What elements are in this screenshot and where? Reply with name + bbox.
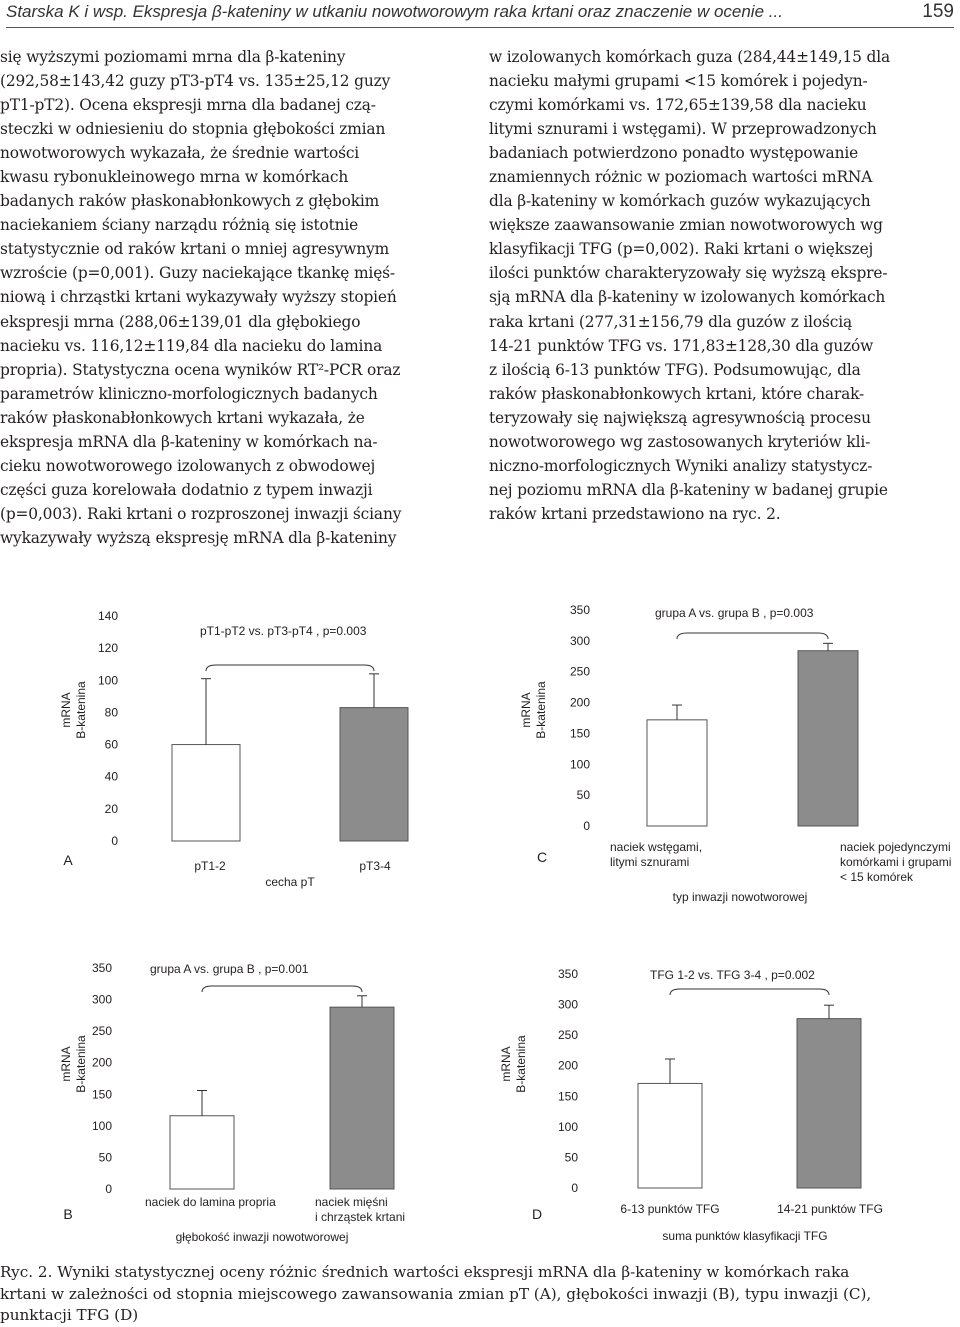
text-line: ilości punktów charakteryzowały się wyższą ekspre- <box>489 264 888 283</box>
text-line: znamiennych różnic w poziomach wartości mRNA <box>489 168 873 187</box>
significance-bracket <box>206 665 374 671</box>
text-line: (292,58±143,42 guzy pT3-pT4 vs. 135±25,12 guzy <box>0 72 391 91</box>
text-line: wzroście (p=0,001). Guzy naciekające tkankę mięś- <box>0 264 395 283</box>
text-line: parametrów kliniczno-morfologicznych badanych <box>0 384 378 403</box>
chart-d-svg <box>500 944 950 1254</box>
text-line: klasyfikacji TFG (p=0,002). Raki krtani o większej <box>489 240 874 259</box>
y-tick-label: 300 <box>557 997 578 1012</box>
y-axis-label <box>499 1035 528 1093</box>
y-axis-label-line: B-katenina <box>74 681 88 739</box>
y-tick-label: 140 <box>97 609 118 623</box>
x-axis-title: suma punktów klasyfikacji TFG <box>662 1229 828 1243</box>
y-axis-label-line: B-katenina <box>74 1035 88 1093</box>
y-axis-label <box>519 681 548 739</box>
text-line: propria). Statystyczna ocena wyników RT²-PCR oraz <box>0 360 401 379</box>
y-axis-label-line: mRNA <box>519 692 533 728</box>
y-tick-label: 100 <box>91 1118 112 1133</box>
x-axis-title: typ inwazji nowotworowej <box>672 890 808 904</box>
significance-annotation: grupa A vs. grupa B , p=0.003 <box>655 606 814 620</box>
bar <box>172 745 240 841</box>
y-axis-label-line: mRNA <box>59 692 73 728</box>
x-axis-title: cecha pT <box>265 875 315 889</box>
significance-annotation: TFG 1-2 vs. TFG 3-4 , p=0.002 <box>650 968 815 982</box>
left-text-column <box>0 45 468 550</box>
text-line: teryzowały się największą agresywnością procesu <box>489 408 871 427</box>
panel-label: B <box>63 1206 73 1222</box>
y-tick-label: 0 <box>111 834 118 848</box>
category-label: 14-21 punktów TFG <box>777 1202 883 1216</box>
y-tick-label: 20 <box>104 801 118 816</box>
category-label: komórkami i grupami <box>840 855 952 869</box>
text-line: sją mRNA dla β-kateniny w izolowanych komórkach <box>489 288 886 307</box>
text-line: steczki w odniesieniu do stopnia głębokości zmian <box>0 120 386 139</box>
caption-line: punktacji TFG (D) <box>0 1306 139 1324</box>
page-number: 159 <box>922 1 954 22</box>
text-line: statystycznie od raków krtani o mniej agresywnym <box>0 240 390 259</box>
caption-line: krtani w zależności od stopnia miejscowego zawansowania zmian pT (A), głębokości inwazji (B), typu inwazji (C), <box>0 1284 872 1303</box>
y-tick-label: 150 <box>569 726 590 741</box>
text-line: raków płaskonabłonkowych krtani wykazała, że <box>0 408 365 427</box>
text-line: badanych raków płaskonabłonkowych z głębokim <box>0 192 380 211</box>
y-tick-label: 50 <box>98 1150 112 1165</box>
y-tick-label: 100 <box>557 1119 578 1134</box>
y-tick-label: 200 <box>91 1055 112 1070</box>
text-line: czymi komórkami vs. 172,65±139,58 dla nacieku <box>489 96 867 115</box>
chart-panel-b <box>30 944 470 1254</box>
bar <box>798 651 858 826</box>
caption-line: Ryc. 2. Wyniki statystycznej oceny różnic średnich wartości ekspresji mRNA dla β-kateniny w komórkach raka <box>0 1263 850 1281</box>
text-line: raków płaskonabłonkowych krtani, które charak- <box>489 384 865 403</box>
y-tick-label: 100 <box>97 673 118 688</box>
y-tick-label: 100 <box>569 757 590 772</box>
y-tick-label: 0 <box>571 1181 578 1195</box>
text-line: pT1-pT2). Ocena ekspresji mrna dla badanej czą- <box>0 96 376 115</box>
y-tick-label: 150 <box>91 1087 112 1102</box>
chart-panel-a <box>30 590 470 900</box>
text-line: ekspresji mrna (288,06±139,01 dla głębokiego <box>0 312 361 331</box>
category-label: 6-13 punktów TFG <box>620 1202 720 1216</box>
y-axis-label-line: mRNA <box>59 1046 73 1082</box>
significance-annotation: grupa A vs. grupa B , p=0.001 <box>150 962 309 976</box>
text-line: wykazywały wyższą ekspresję mRNA dla β-kateniny <box>0 528 397 547</box>
text-line: nowotworowych wykazała, że średnie wartości <box>0 144 360 163</box>
chart-b-svg <box>30 944 470 1254</box>
y-axis-label <box>59 681 88 739</box>
running-title: Starska K i wsp. Ekspresja β-kateniny w utkaniu nowotworowym raka krtani oraz znaczenie w ocenie ... <box>6 2 783 21</box>
text-line: badaniach potwierdzono ponadto występowanie <box>489 144 859 163</box>
y-tick-label: 0 <box>583 819 590 833</box>
chart-panel-d <box>500 944 950 1254</box>
x-axis-title: głębokość inwazji nowotworowej <box>175 1230 349 1244</box>
y-axis-label-line: B-katenina <box>534 681 548 739</box>
y-tick-label: 250 <box>91 1024 112 1039</box>
y-axis-label-line: mRNA <box>499 1046 513 1082</box>
text-line: niczno-morfologicznych Wyniki analizy statystycz- <box>489 456 873 475</box>
significance-bracket <box>670 989 829 995</box>
y-tick-label: 250 <box>557 1028 578 1043</box>
y-tick-label: 120 <box>97 641 118 656</box>
text-line: litymi sznurami i wstęgami). W przeprowadzonych <box>489 120 877 139</box>
significance-bracket <box>677 633 828 639</box>
figure-caption <box>0 1262 958 1327</box>
category-label: i chrząstek krtani <box>315 1210 406 1224</box>
y-tick-label: 300 <box>91 992 112 1007</box>
category-label: naciek wstęgami, <box>610 840 703 854</box>
category-label: naciek do lamina propria <box>145 1195 276 1209</box>
panel-label: D <box>531 1206 543 1222</box>
y-tick-label: 40 <box>104 769 118 784</box>
text-line: naciekaniem ściany narządu różnią się istotnie <box>0 216 359 235</box>
y-tick-label: 80 <box>104 705 118 720</box>
text-line: z ilością 6-13 punktów TFG). Podsumowując, dla <box>489 360 861 379</box>
y-tick-label: 60 <box>104 737 118 752</box>
y-tick-label: 350 <box>557 967 578 981</box>
text-line: cieku nowotworowego izolowanych z obwodowej <box>0 456 376 475</box>
y-tick-label: 200 <box>557 1058 578 1073</box>
panel-label: A <box>63 852 73 868</box>
category-label: pT1-2 <box>194 859 226 873</box>
text-line: raka krtani (277,31±156,79 dla guzów z ilością <box>489 312 853 331</box>
text-line: raków krtani przedstawiono na ryc. 2. <box>489 504 781 523</box>
text-line: nacieku vs. 116,12±119,84 dla nacieku do lamina <box>0 336 383 355</box>
text-line: większe zaawansowanie zmian nowotworowych wg <box>489 216 883 235</box>
right-text-column <box>489 45 959 526</box>
y-tick-label: 150 <box>557 1089 578 1104</box>
text-line: dla β-kateniny w komórkach guzów wykazujących <box>489 192 871 211</box>
text-line: niową i chrząstki krtani wykazywały wyższy stopień <box>0 288 397 307</box>
y-tick-label: 300 <box>569 633 590 648</box>
significance-annotation: pT1-pT2 vs. pT3-pT4 , p=0.003 <box>200 624 367 638</box>
y-axis-label <box>59 1035 88 1093</box>
y-axis-label-line: B-katenina <box>514 1035 528 1093</box>
running-header <box>6 1 954 28</box>
panel-label: C <box>536 849 548 865</box>
chart-c-svg <box>510 590 952 904</box>
chart-panel-c <box>510 590 952 904</box>
text-line: (p=0,003). Raki krtani o rozproszonej inwazji ściany <box>0 504 402 523</box>
bar <box>638 1083 702 1188</box>
text-line: 14-21 punktów TFG vs. 171,83±128,30 dla guzów <box>489 336 874 355</box>
category-label: litymi sznurami <box>610 855 690 869</box>
y-tick-label: 50 <box>576 788 590 803</box>
text-line: ekspresja mRNA dla β-kateniny w komórkach na- <box>0 432 378 451</box>
category-label: naciek mięśni <box>315 1195 388 1209</box>
significance-bracket <box>202 986 362 992</box>
text-line: części guza korelowała dodatnio z typem inwazji <box>0 480 373 499</box>
bar <box>170 1116 234 1189</box>
y-tick-label: 200 <box>569 695 590 710</box>
y-tick-label: 50 <box>564 1150 578 1165</box>
bar <box>340 708 408 841</box>
text-line: się wyższymi poziomami mrna dla β-kateniny <box>0 48 346 66</box>
bar <box>647 720 707 826</box>
category-label: naciek pojedynczymi <box>840 840 951 854</box>
bar <box>330 1007 394 1189</box>
text-line: kwasu rybonukleinowego mrna w komórkach <box>0 168 349 187</box>
text-line: nej poziomu mRNA dla β-kateniny w badanej grupie <box>489 480 888 499</box>
chart-a-svg <box>30 590 470 900</box>
text-line: nacieku małymi grupami <15 komórek i pojedyn- <box>489 72 868 91</box>
y-tick-label: 0 <box>105 1182 112 1196</box>
category-label: < 15 komórek <box>840 870 914 884</box>
y-tick-label: 350 <box>569 603 590 617</box>
bar <box>797 1019 861 1188</box>
text-line: w izolowanych komórkach guza (284,44±149,15 dla <box>489 48 891 66</box>
category-label: pT3-4 <box>359 859 391 873</box>
text-line: nowotworowego wg zastosowanych kryteriów kli- <box>489 432 871 451</box>
y-tick-label: 350 <box>91 961 112 975</box>
y-tick-label: 250 <box>569 664 590 679</box>
